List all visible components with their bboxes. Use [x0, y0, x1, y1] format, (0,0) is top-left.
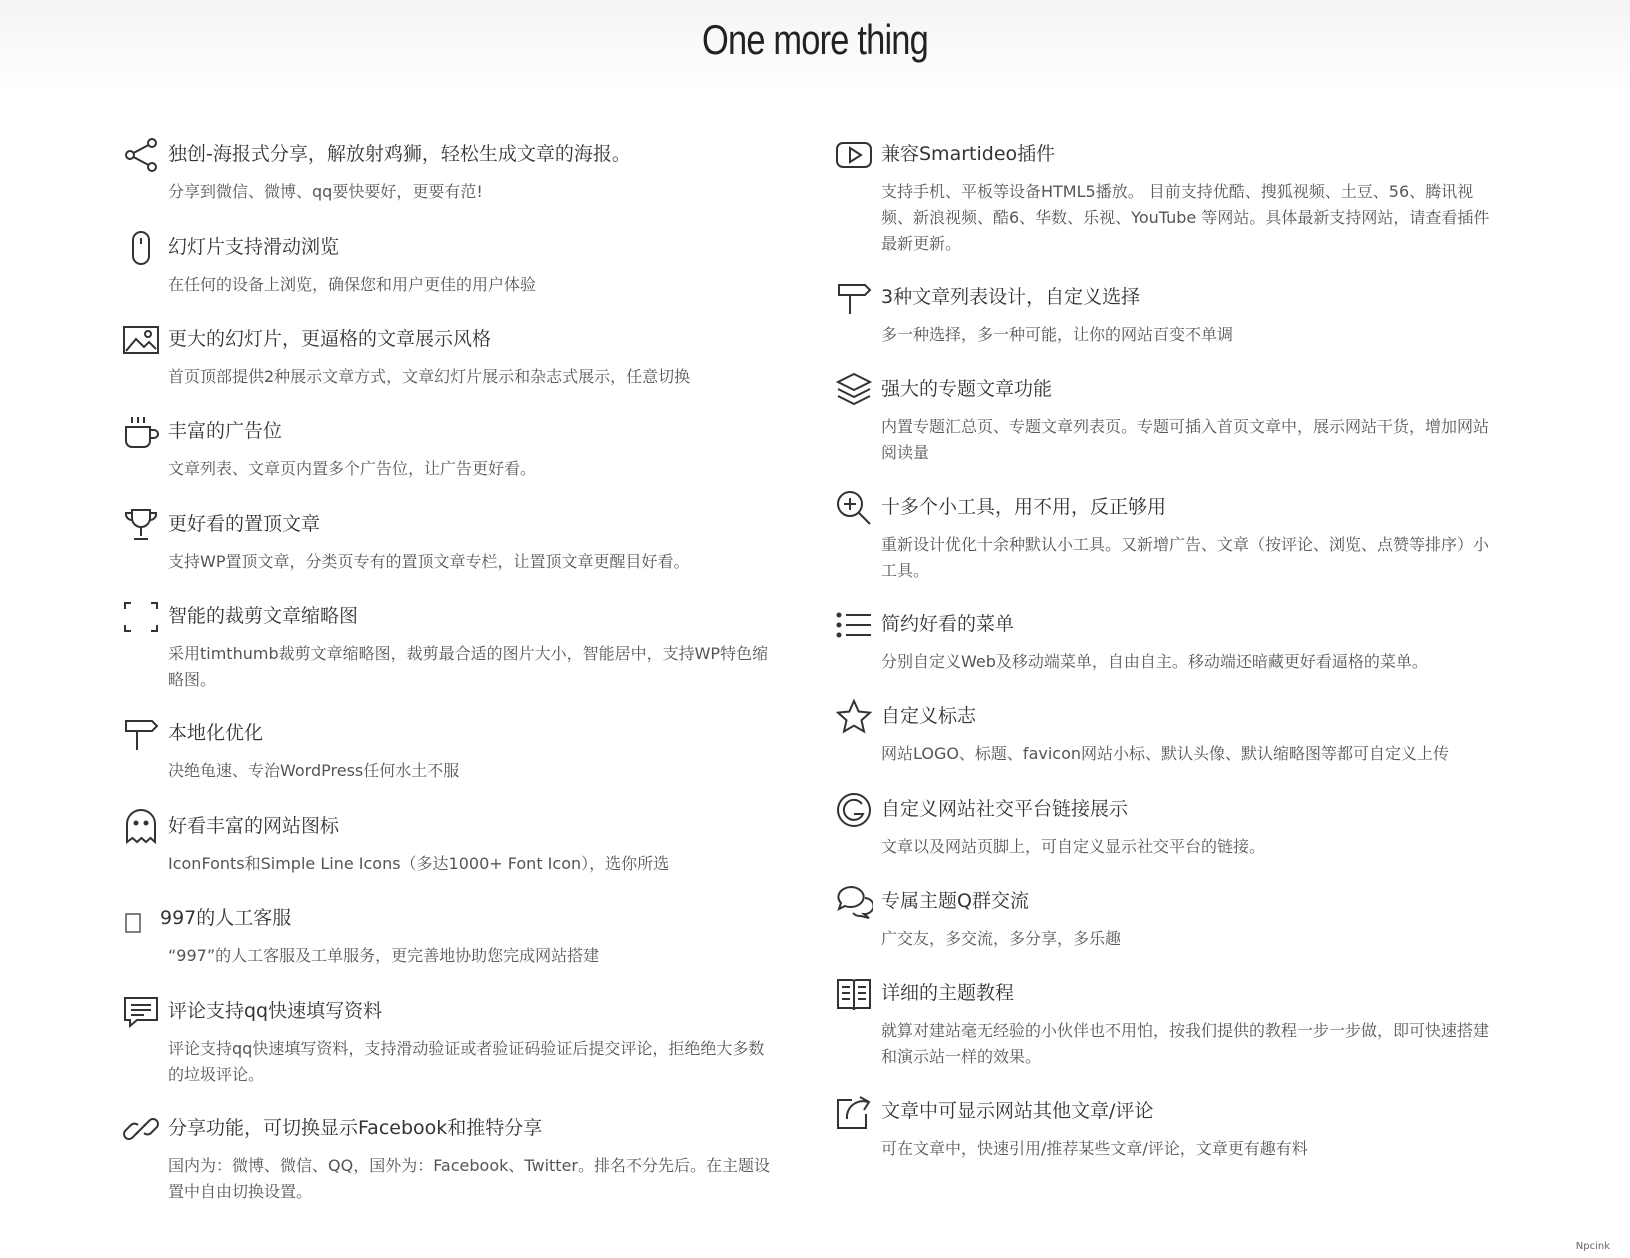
- ghost-icon: [122, 808, 160, 846]
- feature-description: 广交友，多交流，多分享，多乐趣: [881, 929, 1122, 948]
- book-icon: [835, 975, 873, 1013]
- small-square-icon: [122, 900, 160, 938]
- feature-description: 可在文章中，快速引用/推荐某些文章/评论，文章更有趣有料: [881, 1139, 1308, 1158]
- list-icon: [835, 606, 873, 644]
- feature-description: 决绝龟速、专治WordPress任何水土不服: [168, 761, 460, 780]
- feature-description: 多一种选择，多一种可能，让你的网站百变不单调: [881, 325, 1234, 344]
- feature-title: 自定义标志: [881, 705, 977, 727]
- feature-description: 分别自定义Web及移动端菜单，自由自主。移动端还暗藏更好看逼格的菜单。: [881, 652, 1428, 671]
- comment-icon: [122, 993, 160, 1031]
- feature-description: 支持手机、平板等设备HTML5播放。 目前支持优酷、搜狐视频、土豆、56、腾讯视频、新浪视频、酷6、华数、乐视、YouTube 等网站。具体最新支持网站，请查看插件最新更新。: [881, 182, 1490, 253]
- feature-title: 丰富的广告位: [168, 420, 283, 442]
- trophy-icon: [122, 506, 160, 544]
- feature-description: IconFonts和Simple Line Icons（多达1000+ Font Icon），选你所选: [168, 854, 670, 873]
- watermark: Npcink: [1575, 1241, 1610, 1252]
- feature-description: 网站LOGO、标题、favicon网站小标、默认头像、默认缩略图等都可自定义上传: [881, 744, 1450, 763]
- feature-description: 文章列表、文章页内置多个广告位，让广告更好看。: [168, 459, 537, 478]
- zoom-in-icon: [835, 489, 873, 527]
- feature-title: 幻灯片支持滑动浏览: [168, 236, 340, 258]
- feature-title: 专属主题Q群交流: [881, 890, 1029, 912]
- feature-description: 重新设计优化十余种默认小工具。又新增广告、文章（按评论、浏览、点赞等排序）小工具。: [881, 535, 1490, 580]
- feature-description: 内置专题汇总页、专题文章列表页。专题可插入首页文章中，展示网站干货，增加网站阅读量: [881, 417, 1490, 462]
- link-icon: [122, 1110, 160, 1148]
- feature-description: 就算对建站毫无经验的小伙伴也不用怕，按我们提供的教程一步一步做，即可快速搭建和演示站一样的效果。: [881, 1021, 1490, 1066]
- feature-title: 本地化优化: [168, 722, 264, 744]
- feature-description: 采用timthumb裁剪文章缩略图，裁剪最合适的图片大小，智能居中，支持WP特色缩略图。: [168, 644, 769, 689]
- page-title: One more thing: [702, 16, 928, 63]
- feature-description: 评论支持qq快速填写资料，支持滑动验证或者验证码验证后提交评论，拒绝绝大多数的垃圾评论。: [168, 1039, 765, 1084]
- crop-frame-icon: [122, 598, 160, 636]
- feature-title: 独创-海报式分享，解放射鸡狮，轻松生成文章的海报。: [168, 143, 631, 165]
- feature-title: 997的人工客服: [160, 907, 292, 929]
- feature-title: 强大的专题文章功能: [881, 378, 1053, 400]
- feature-title: 更大的幻灯片，更逼格的文章展示风格: [168, 328, 492, 350]
- feature-description: “997”的人工客服及工单服务，更完善地协助您完成网站搭建: [168, 946, 600, 965]
- signpost-icon: [122, 715, 160, 753]
- social-g-icon: [835, 791, 873, 829]
- feature-title: 评论支持qq快速填写资料: [168, 1000, 383, 1022]
- cup-icon: [122, 413, 160, 451]
- share-out-icon: [835, 1093, 873, 1131]
- feature-description: 分享到微信、微博、qq要快要好，更要有范!: [168, 182, 483, 201]
- signpost-icon: [835, 279, 873, 317]
- mouse-icon: [122, 229, 160, 267]
- feature-description: 国内为：微博、微信、QQ，国外为：Facebook、Twitter。排名不分先后。在主题设置中自由切换设置。: [168, 1156, 770, 1201]
- chat-bubbles-icon: [835, 883, 873, 921]
- feature-title: 十多个小工具，用不用，反正够用: [881, 496, 1167, 518]
- share-icon: [122, 136, 160, 174]
- feature-title: 兼容Smartideo插件: [881, 143, 1056, 165]
- feature-title: 好看丰富的网站图标: [168, 815, 340, 837]
- feature-description: 支持WP置顶文章，分类页专有的置顶文章专栏，让置顶文章更醒目好看。: [168, 552, 690, 571]
- feature-title: 自定义网站社交平台链接展示: [881, 798, 1129, 820]
- feature-title: 简约好看的菜单: [881, 613, 1015, 635]
- feature-title: 详细的主题教程: [881, 982, 1015, 1004]
- picture-icon: [122, 321, 160, 359]
- feature-title: 更好看的置顶文章: [168, 513, 321, 535]
- layers-icon: [835, 371, 873, 409]
- star-icon: [835, 698, 873, 736]
- feature-title: 文章中可显示网站其他文章/评论: [881, 1100, 1154, 1122]
- feature-description: 在任何的设备上浏览，确保您和用户更佳的用户体验: [168, 275, 537, 294]
- feature-description: 首页顶部提供2种展示文章方式，文章幻灯片展示和杂志式展示，任意切换: [168, 367, 691, 386]
- video-play-icon: [835, 136, 873, 174]
- feature-title: 3种文章列表设计，自定义选择: [881, 286, 1141, 308]
- feature-title: 智能的裁剪文章缩略图: [168, 605, 359, 627]
- feature-title: 分享功能，可切换显示Facebook和推特分享: [168, 1117, 543, 1139]
- feature-description: 文章以及网站页脚上，可自定义显示社交平台的链接。: [881, 837, 1266, 856]
